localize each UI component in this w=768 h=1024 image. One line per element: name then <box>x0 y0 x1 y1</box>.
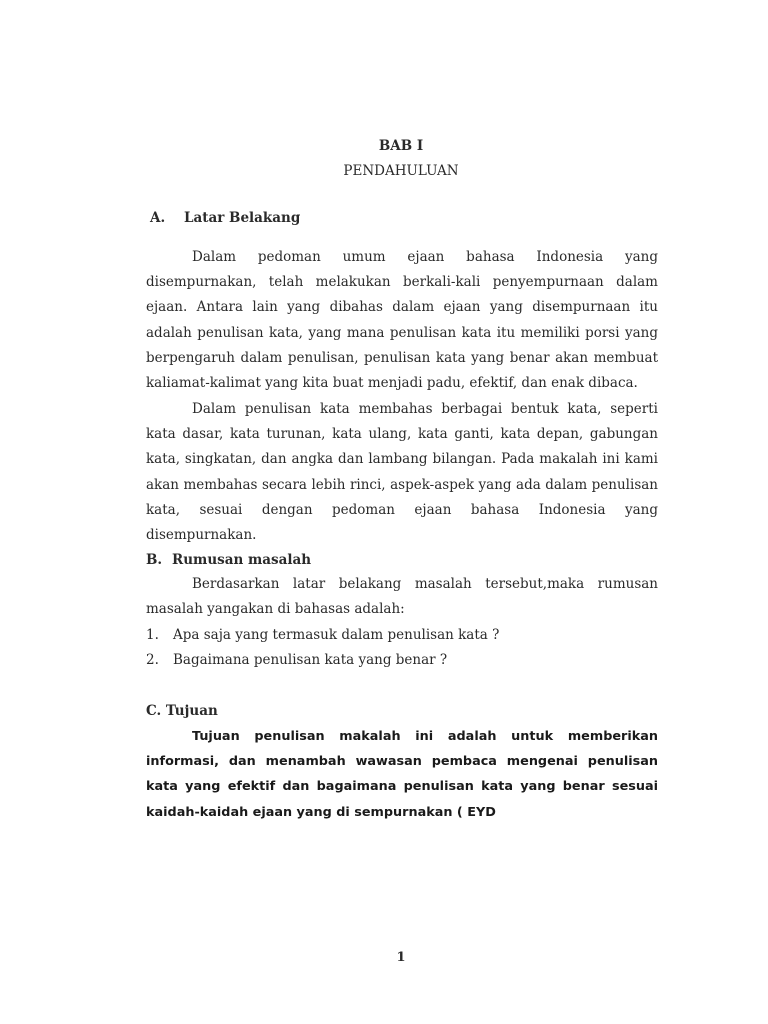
section-c-heading: C. Tujuan <box>146 703 218 719</box>
section-a-heading <box>150 210 300 226</box>
list-marker: 1. <box>146 627 159 643</box>
section-c-paragraph: Tujuan penulisan makalah ini adalah untuk memberikan informasi, dan menambah wawasan pembaca mengenai penulisan kata yang efektif dan bagaimana penulisan kata yang benar sesuai kaidah-kaidah ejaan yang di sempurnakan ( EYD <box>146 729 658 820</box>
chapter-title: PENDAHULUAN <box>343 163 459 179</box>
list-item <box>146 623 658 648</box>
list-item-text: Apa saja yang termasuk dalam penulisan kata ? <box>173 627 500 643</box>
section-b-number: B. <box>146 552 163 568</box>
problem-list <box>146 623 658 673</box>
chapter-heading: BAB I <box>378 138 424 154</box>
section-a-paragraph-2: Dalam penulisan kata membahas berbagai bentuk kata, seperti kata dasar, kata turunan, kata ulang, kata ganti, kata depan, gabungan kata, singkatan, dan angka dan lambang bilangan. Pada makalah ini kami akan membahas secara lebih rinci, aspek-aspek yang ada dalam penulisan kata, sesuai dengan pedoman ejaan bahasa Indonesia yang disempurnakan. <box>146 401 658 544</box>
list-marker: 2. <box>146 652 159 668</box>
section-a-number: A. <box>150 210 166 226</box>
page-number: 1 <box>396 950 406 965</box>
section-b-heading <box>146 552 311 568</box>
section-a-paragraph-1: Dalam pedoman umum ejaan bahasa Indonesia yang disempurnakan, telah melakukan berkali-kali penyempurnaan dalam ejaan. Antara lain yang dibahas dalam ejaan yang disempurnaan itu adalah penulisan kata, yang mana penulisan kata itu memiliki porsi yang berpengaruh dalam penulisan, penulisan kata yang benar akan membuat kaliamat-kalimat yang kita buat menjadi padu, efektif, dan enak dibaca. <box>146 249 658 392</box>
section-b-paragraph: Berdasarkan latar belakang masalah tersebut,maka rumusan masalah yangakan di bahasas adalah: <box>146 576 658 618</box>
section-a-title: Latar Belakang <box>184 210 301 226</box>
list-item-text: Bagaimana penulisan kata yang benar ? <box>173 652 448 668</box>
section-b-title: Rumusan masalah <box>172 552 312 568</box>
list-item <box>146 648 658 673</box>
